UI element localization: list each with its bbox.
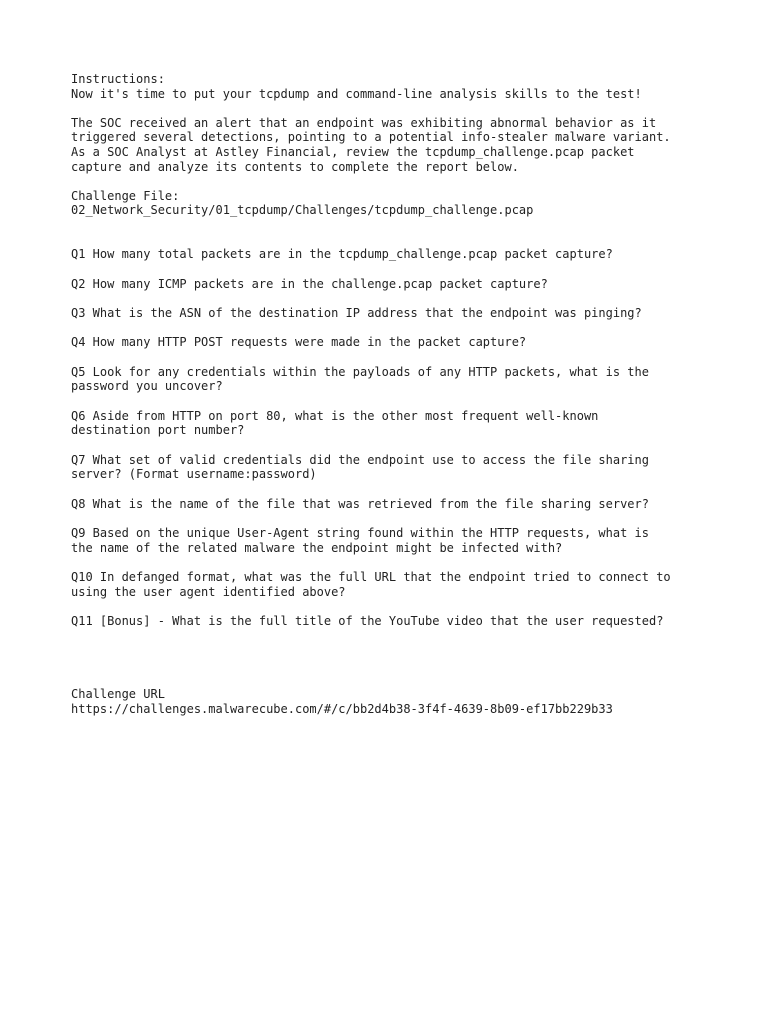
question-item: [71, 614, 731, 629]
scenario-paragraph: [71, 116, 731, 174]
question-q11: Q11 [Bonus] - What is the full title of the YouTube video that the user requested?: [71, 614, 664, 628]
question-item: [71, 409, 731, 438]
challenge-url-section: [71, 687, 731, 716]
question-q6-continued: destination port number?: [71, 423, 245, 438]
challenge-url-link[interactable]: https://challenges.malwarecube.com/#/c/bb2d4b38-3f4f-4639-8b09-ef17bb229b33: [71, 701, 613, 716]
question-q2: Q2 How many ICMP packets are in the challenge.pcap packet capture?: [71, 276, 548, 291]
question-q5: Q5 Look for any credentials within the payloads of any HTTP packets, what is the: [71, 364, 649, 379]
question-q9-continued: the name of the related malware the endpoint might be infected with?: [71, 540, 563, 555]
scenario-line: The SOC received an alert that an endpoint was exhibiting abnormal behavior as it: [71, 115, 657, 130]
instructions-intro: Now it's time to put your tcpdump and command-line analysis skills to the test!: [71, 86, 642, 101]
question-item: [71, 497, 731, 512]
question-item: [71, 453, 731, 482]
scenario-line: triggered several detections, pointing to a potential info-stealer malware variant.: [71, 130, 671, 145]
question-q4: Q4 How many HTTP POST requests were made in the packet capture?: [71, 335, 527, 350]
question-q5-continued: password you uncover?: [71, 379, 223, 394]
question-q6: Q6 Aside from HTTP on port 80, what is the other most frequent well-known: [71, 408, 599, 423]
challenge-url-label: Challenge URL: [71, 687, 165, 702]
instructions-section: [71, 72, 731, 101]
document-page: [71, 72, 731, 716]
instructions-heading: Instructions:: [71, 72, 165, 86]
question-item: [71, 526, 731, 555]
question-q8: Q8 What is the name of the file that was retrieved from the file sharing server?: [71, 496, 649, 511]
question-item: [71, 335, 731, 350]
questions-list: [71, 247, 731, 628]
scenario-line: As a SOC Analyst at Astley Financial, review the tcpdump_challenge.pcap packet: [71, 144, 635, 159]
question-q7: Q7 What set of valid credentials did the endpoint use to access the file sharing: [71, 452, 649, 467]
question-item: [71, 306, 731, 321]
question-item: [71, 365, 731, 394]
question-q10-continued: using the user agent identified above?: [71, 584, 346, 599]
challenge-file-path: 02_Network_Security/01_tcpdump/Challenges/tcpdump_challenge.pcap: [71, 203, 534, 218]
challenge-file-section: [71, 189, 731, 218]
question-q9: Q9 Based on the unique User-Agent string found within the HTTP requests, what is: [71, 526, 649, 541]
question-q7-continued: server? (Format username:password): [71, 467, 317, 482]
challenge-file-label: Challenge File:: [71, 188, 180, 203]
question-item: [71, 247, 731, 262]
question-q1: Q1 How many total packets are in the tcpdump_challenge.pcap packet capture?: [71, 247, 613, 262]
question-q3: Q3 What is the ASN of the destination IP address that the endpoint was pinging?: [71, 305, 642, 320]
question-item: [71, 277, 731, 292]
question-item: [71, 570, 731, 599]
question-q10: Q10 In defanged format, what was the full URL that the endpoint tried to connect to: [71, 570, 671, 585]
scenario-line: capture and analyze its contents to complete the report below.: [71, 159, 519, 174]
